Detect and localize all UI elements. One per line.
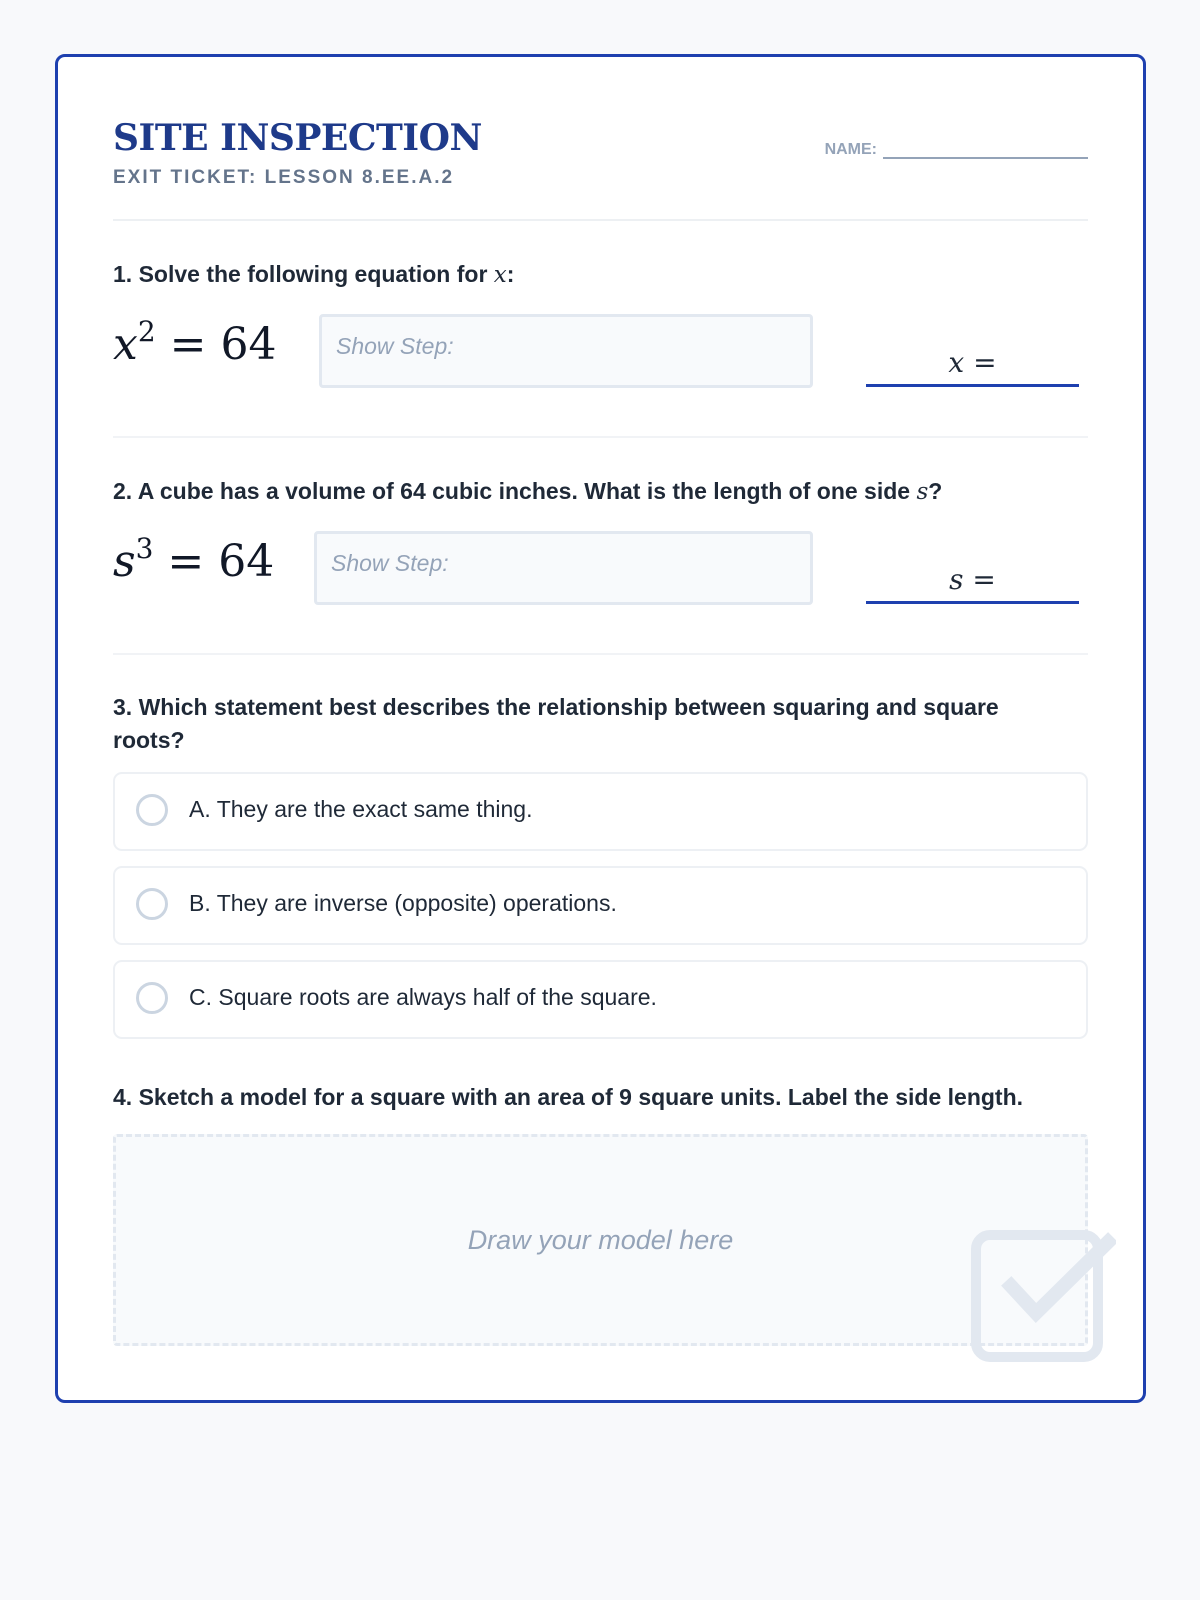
option-a[interactable]	[113, 772, 1088, 851]
question-2	[113, 438, 1088, 655]
question-3-prompt: 3. Which statement best describes the relationship between squaring and square roots?	[113, 694, 999, 753]
option-b-radio[interactable]	[136, 888, 168, 920]
question-1	[113, 221, 1088, 438]
question-1-prompt: 1. Solve the following equation for x:	[113, 261, 515, 288]
question-1-answer-field[interactable]: x =	[866, 341, 1079, 387]
option-a-radio[interactable]	[136, 794, 168, 826]
option-c-radio[interactable]	[136, 982, 168, 1014]
option-a-label: A. They are the exact same thing.	[189, 796, 533, 822]
option-c[interactable]	[113, 960, 1088, 1039]
question-4	[113, 1039, 1088, 1346]
question-2-answer-field[interactable]: s =	[866, 558, 1079, 604]
worksheet-header	[113, 57, 1088, 221]
question-1-show-step-input[interactable]: Show Step:	[319, 314, 813, 388]
name-field[interactable]	[825, 141, 1088, 159]
question-3	[113, 655, 1088, 1039]
exit-ticket-card	[55, 54, 1146, 1403]
option-c-label: C. Square roots are always half of the square.	[189, 984, 657, 1010]
checkbox-check-icon	[971, 1230, 1116, 1370]
option-b-label: B. They are inverse (opposite) operations.	[189, 890, 617, 916]
name-line[interactable]	[883, 143, 1088, 159]
sketch-placeholder: Draw your model here	[467, 1225, 734, 1255]
question-1-equation: $x^2 = 64$	[113, 315, 277, 370]
question-2-prompt: 2. A cube has a volume of 64 cubic inches. What is the length of one side s?	[113, 478, 943, 505]
question-4-prompt: 4. Sketch a model for a square with an area of 9 square units. Label the side length.	[113, 1084, 1024, 1110]
question-2-show-step-input[interactable]: Show Step:	[314, 531, 813, 605]
question-2-equation: $s^3 = 64$	[113, 532, 275, 587]
sketch-area[interactable]	[113, 1134, 1088, 1346]
worksheet-subtitle: EXIT TICKET: LESSON 8.EE.A.2	[113, 167, 455, 188]
option-b[interactable]	[113, 866, 1088, 945]
worksheet-title: SITE INSPECTION	[113, 117, 482, 159]
name-label: NAME:	[824, 141, 877, 158]
